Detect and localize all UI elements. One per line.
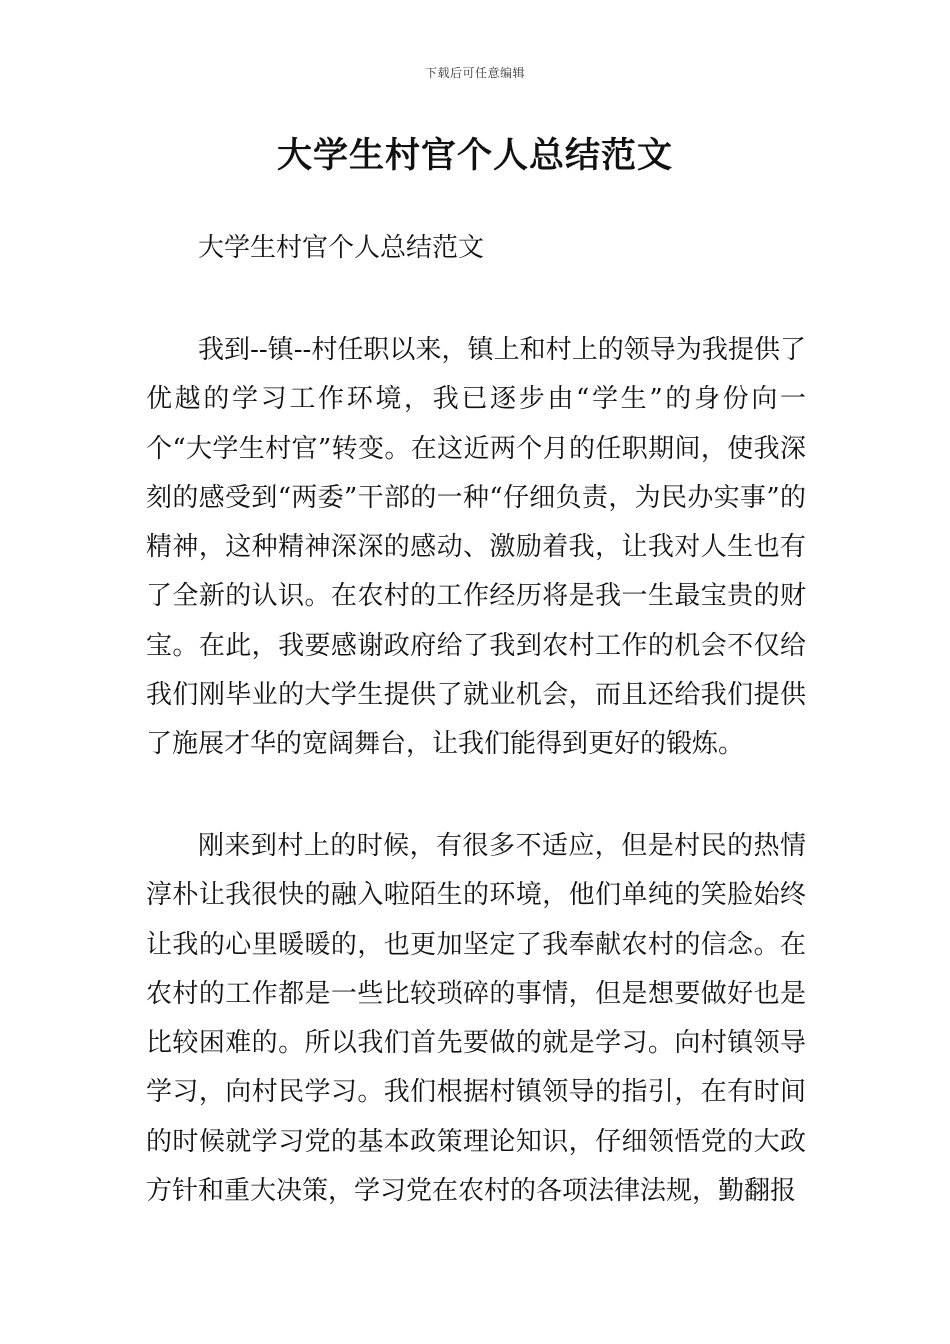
header-note: 下载后可任意编辑 — [424, 66, 525, 80]
paragraph-1: 我到--镇--村任职以来，镇上和村上的领导为我提供了优越的学习工作环境，我已逐步由“学生”的身份向一个“大学生村官”转变。在这近两个月的任职期间，使我深刻的感受到“两委”干部的一种“仔细负责，为民办实事”的精神，这种精神深深的感动、激励着我，让我对人生也有了全新的认识。在农村的工作经历将是我一生最宝贵的财宝。在此，我要感谢政府给了我到农村工作的机会不仅给我们刚毕业的大学生提供了就业机会，而且还给我们提供了施展才华的宽阔舞台，让我们能得到更好的锻炼。 — [146, 335, 806, 760]
document-title: 大学生村官个人总结范文 — [276, 136, 673, 176]
document-subtitle: 大学生村官个人总结范文 — [198, 233, 485, 263]
paragraph-2: 刚来到村上的时候，有很多不适应，但是村民的热情淳朴让我很快的融入啦陌生的环境，他们单纯的笑脸始终让我的心里暖暖的，也更加坚定了我奉献农村的信念。在农村的工作都是一些比较琐碎的事情，但是想要做好也是比较困难的。所以我们首先要做的就是学习。向村镇领导学习，向村民学习。我们根据村镇领导的指引，在有时间的时候就学习党的基本政策理论知识，仔细领悟党的大政方针和重大决策，学习党在农村的各项法律法规，勤翻报 — [146, 831, 806, 1207]
